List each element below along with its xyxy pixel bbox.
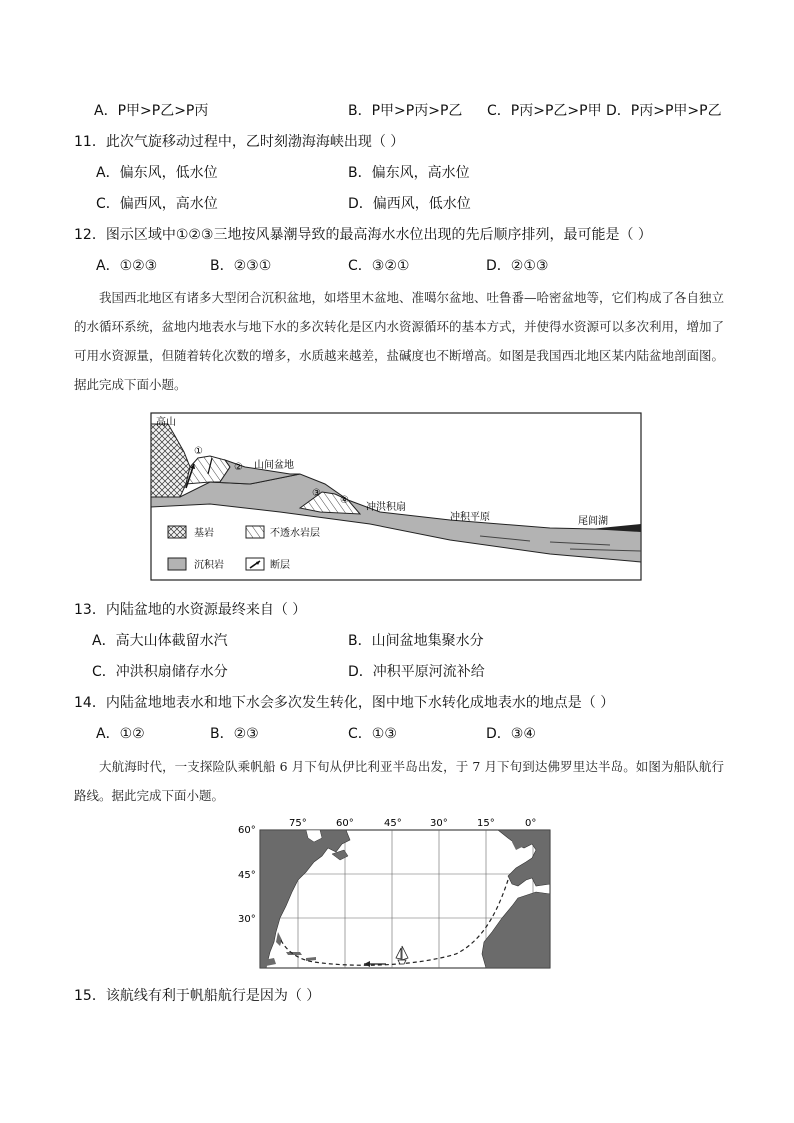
marker-1: ①	[194, 446, 203, 457]
legend-sedimentary-swatch	[168, 558, 186, 570]
basin-profile-figure	[150, 412, 642, 582]
q12-option-c: C．③②①	[348, 258, 410, 274]
legend-bedrock-swatch	[168, 526, 186, 538]
label-alluvial-plain: 冲积平原	[450, 512, 490, 523]
passage-basin	[74, 283, 724, 399]
lat-label-30: 30°	[238, 914, 256, 925]
q13-option-b: B．山间盆地集聚水分	[348, 633, 484, 649]
lon-label-30: 30°	[430, 818, 448, 829]
q13-stem: 13．内陆盆地的水资源最终来自（ ）	[74, 602, 307, 618]
q10-option-c: C．P丙>P乙>P甲	[487, 103, 602, 119]
label-intermountain-basin: 山间盆地	[254, 460, 294, 471]
q12-option-b: B．②③①	[210, 258, 272, 274]
q11-option-d: D．偏西风，低水位	[348, 196, 471, 212]
q11-stem: 11．此次气旋移动过程中，乙时刻渤海海峡出现（ ）	[74, 134, 405, 150]
marker-2: ②	[234, 462, 243, 473]
legend-impermeable-swatch	[246, 526, 264, 538]
q14-option-d: D．③④	[486, 726, 536, 742]
voyage-map-figure	[236, 814, 552, 970]
q12-option-d: D．②①③	[486, 258, 549, 274]
lon-label-75: 75°	[289, 818, 307, 829]
q14-option-b: B．②③	[210, 726, 259, 742]
q13-option-d: D．冲积平原河流补给	[348, 664, 485, 680]
legend-impermeable-label: 不透水岩层	[270, 528, 320, 539]
lat-label-60: 60°	[238, 825, 256, 836]
legend-bedrock-label: 基岩	[194, 528, 214, 539]
passage-voyage-text: 大航海时代，一支探险队乘帆船 6 月下旬从伊比利亚半岛出发，于 7 月下旬到达佛罗里达半岛。如图为船队航行路线。据此完成下面小题。	[74, 759, 724, 803]
q13-option-c: C．冲洪积扇储存水分	[92, 664, 228, 680]
q10-option-d: D．P丙>P甲>P乙	[606, 103, 722, 119]
marker-4: ④	[340, 495, 349, 506]
q11-option-c: C．偏西风，高水位	[96, 196, 218, 212]
q12-stem: 12．图示区域中①②③三地按风暴潮导致的最高海水水位出现的先后顺序排列，最可能是（ ）	[74, 227, 652, 243]
q14-option-c: C．①③	[348, 726, 397, 742]
q12-option-a: A．①②③	[96, 258, 158, 274]
lon-label-0: 0°	[525, 818, 537, 829]
q13-option-a: A．高大山体截留水汽	[92, 633, 228, 649]
lon-label-15: 15°	[477, 818, 495, 829]
q14-stem: 14．内陆盆地地表水和地下水会多次发生转化，图中地下水转化成地表水的地点是（ ）	[74, 695, 615, 711]
q10-option-b: B．P甲>P丙>P乙	[348, 103, 463, 119]
legend-sedimentary-label: 沉积岩	[194, 560, 224, 571]
q10-option-a: A．P甲>P乙>P丙	[94, 103, 209, 119]
passage-voyage	[74, 752, 724, 810]
q11-option-b: B．偏东风，高水位	[348, 165, 470, 181]
marker-3: ③	[312, 488, 321, 499]
q15-stem: 15．该航线有利于帆船航行是因为（ ）	[74, 988, 321, 1004]
label-high-mountain: 高山	[156, 417, 176, 428]
lon-label-45: 45°	[384, 818, 402, 829]
label-tail-lake: 尾闾湖	[578, 516, 608, 527]
legend-fault-label: 断层	[270, 560, 290, 571]
lat-label-45: 45°	[238, 870, 256, 881]
passage-basin-text: 我国西北地区有诸多大型闭合沉积盆地，如塔里木盆地、准噶尔盆地、吐鲁番—哈密盆地等，它们构成了各自独立的水循环系统，盆地内地表水与地下水的多次转化是区内水资源循环的基本方式，并使得水资源可以多次利用，增加了可用水资源量，但随着转化次数的增多，水质越来越差，盐碱度也不断增高。如图是我国西北地区某内陆盆地剖面图。据此完成下面小题。	[74, 290, 725, 392]
q11-option-a: A．偏东风，低水位	[96, 165, 218, 181]
label-alluvial-fan: 冲洪积扇	[366, 502, 406, 513]
lon-label-60: 60°	[336, 818, 354, 829]
q14-option-a: A．①②	[96, 726, 145, 742]
